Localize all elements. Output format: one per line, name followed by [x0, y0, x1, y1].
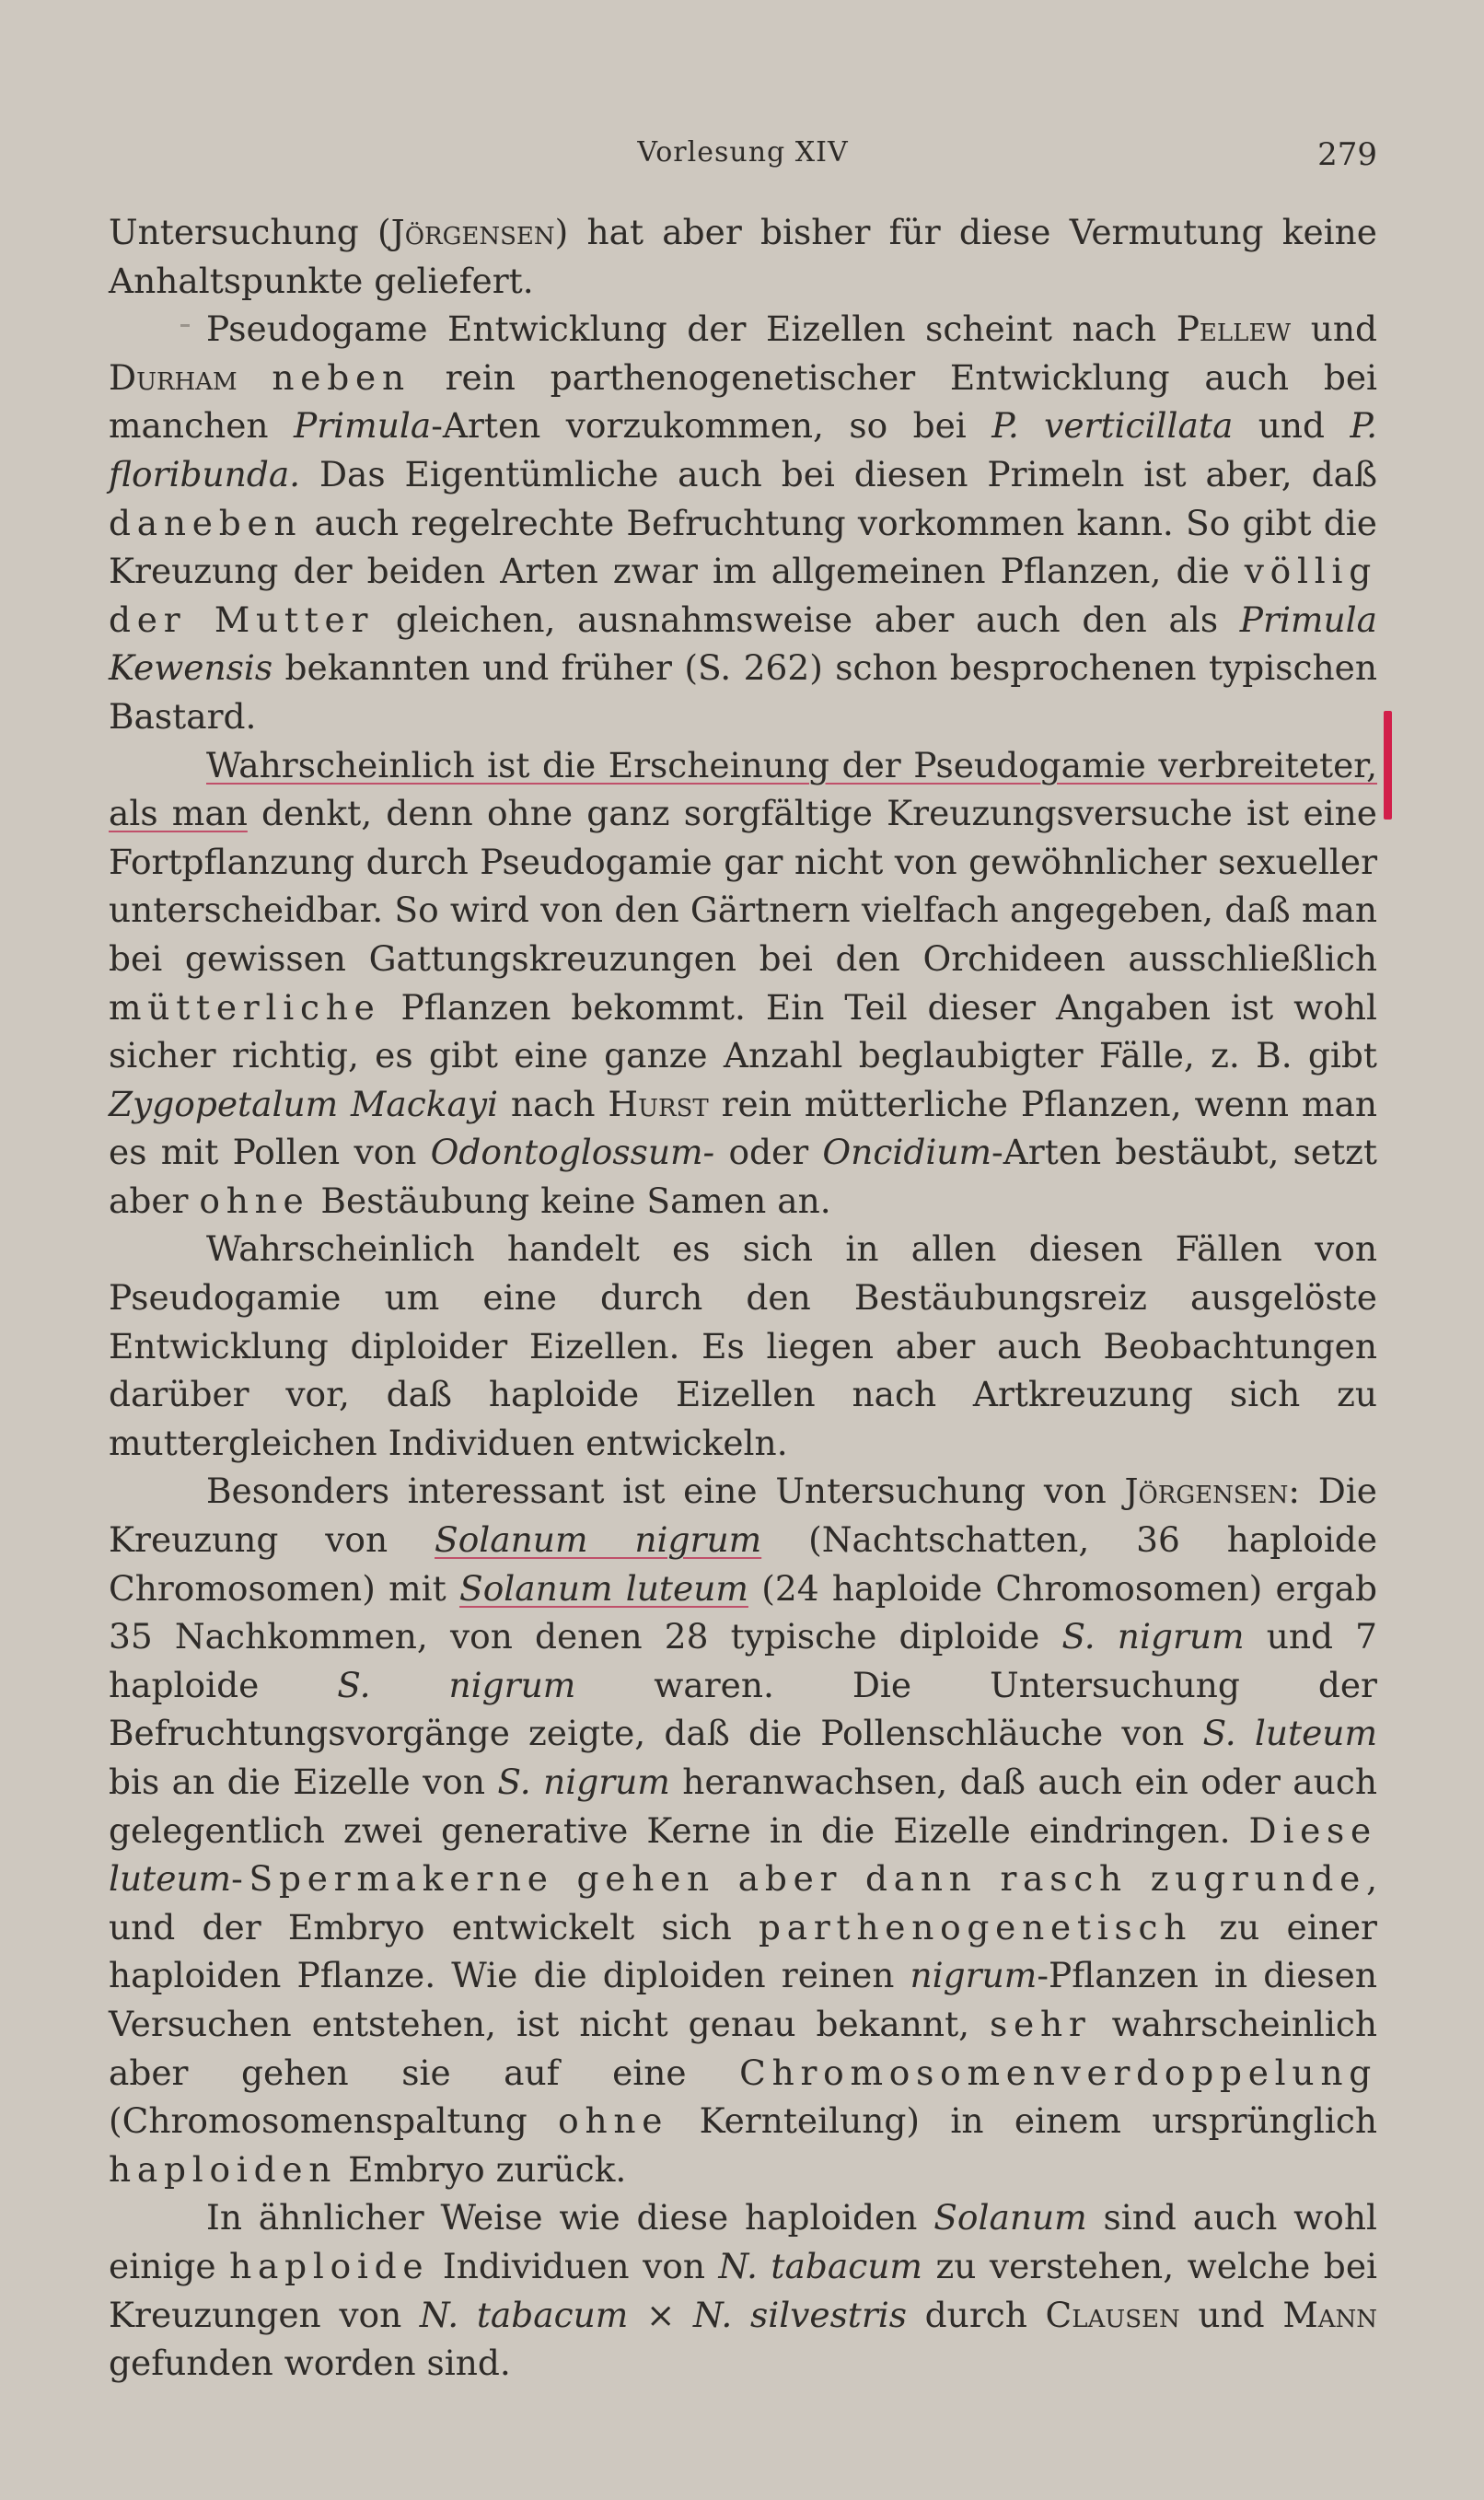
text-segment: ohne [558, 2100, 669, 2142]
text-segment: rein parthenogenetischer Entwicklung auch bei manchen [109, 356, 1378, 447]
text-segment: Primula Kewensis [109, 599, 1377, 689]
text-segment: haploide [229, 2245, 430, 2286]
text-segment: Solanum nigrum [435, 1519, 762, 1561]
text-segment: -Arten vorzukommen, so bei [431, 405, 992, 447]
paragraph [109, 741, 1377, 1226]
text-segment: und [1233, 405, 1351, 447]
text-segment: auch regelrechte Befruchtung vorkommen kann. So gibt die Kreuzung der beiden Arten zwar im allgemeinen Pflanzen, die [109, 502, 1377, 592]
text-segment: mütterliche [109, 986, 381, 1028]
text-segment: wahrscheinlich aber gehen sie auf eine [109, 2003, 1377, 2093]
running-title: Vorlesung XIV [637, 136, 849, 169]
text-segment: Pflanzen bekommt. Ein Teil dieser Angaben ist wohl sicher richtig, es gibt eine ganze Anzahl beglaubigter Fälle, z. B. gibt [109, 986, 1377, 1076]
text-segment: zu verstehen, welche bei Kreuzungen von [109, 2245, 1378, 2335]
text-segment: und [1179, 2294, 1283, 2335]
text-segment: Odontoglossum- [430, 1132, 715, 1173]
text-segment: Clausen [1045, 2294, 1180, 2335]
paragraph [109, 208, 1377, 305]
text-segment: bis an die Eizelle von [109, 1762, 498, 1802]
text-segment: Zygopetalum Mackayi [109, 1083, 499, 1124]
marginal-red-bar [1384, 711, 1392, 820]
text-segment: Solanum [933, 2197, 1087, 2238]
text-segment: denkt, denn ohne ganz sorgfältige Kreuzungsversuche ist eine Fortpflanzung durch Pseudogamie gar nicht von gewöhnlicher sexueller unterscheidbar. So wird von den Gärtnern vielfach angegeben, daß man bei gewissen Gattungskreuzungen bei den Orchideen ausschließlich [109, 793, 1377, 979]
body-text [109, 208, 1377, 2388]
text-segment: Das Eigentümliche auch bei diesen Primeln ist aber, daß [300, 453, 1377, 494]
text-segment: luteum [109, 1858, 232, 1900]
paragraph [109, 305, 1377, 740]
text-segment: ohne [199, 1180, 310, 1221]
text-segment: Pseudogame Entwicklung der Eizellen scheint nach [206, 308, 1177, 350]
text-segment: Durham [109, 356, 238, 398]
text-segment: P. floribunda. [109, 405, 1377, 494]
text-segment: oder [714, 1132, 823, 1173]
text-segment: S. nigrum [1061, 1616, 1245, 1657]
text-segment: -Spermakerne gehen aber dann rasch zugrunde [231, 1858, 1367, 1900]
text-segment: gleichen, ausnahmsweise aber auch den als [374, 599, 1240, 640]
text-segment: Jörgensen [390, 212, 555, 252]
text-segment: haploiden [109, 2148, 338, 2190]
text-segment: Bestäubung keine Samen an. [309, 1180, 831, 1221]
text-segment: S. luteum [1202, 1713, 1378, 1754]
text-segment: Kernteilung) in einem ursprünglich [668, 2100, 1377, 2142]
text-segment: bekannten und früher (S. 262) schon besprochenen typischen Bastard. [109, 647, 1377, 737]
paragraph [109, 2193, 1377, 2387]
text-segment: Primula [293, 405, 432, 447]
text-segment: (Chromosomenspaltung [109, 2100, 559, 2142]
text-segment: Wahrscheinlich handelt es sich in allen diesen Fällen von Pseudogamie um eine durch den Bestäubungsreiz ausgelöste Entwicklung diploider Eizellen. Es liegen aber auch Beobachtungen darüber vor, daß haploide Eizellen nach Artkreuzung sich zu muttergleichen Individuen entwickeln. [109, 1228, 1377, 1463]
paragraph [109, 1225, 1377, 1467]
text-segment: sehr [990, 2003, 1092, 2044]
text-segment: Oncidium [822, 1132, 992, 1173]
text-segment: zu einer haploiden Pflanze. Wie die diploiden reinen [109, 1906, 1377, 1996]
running-head [109, 136, 1377, 177]
text-segment: (24 haploide Chromosomen) ergab 35 Nachkommen, von denen 28 typische diploide [109, 1567, 1377, 1657]
text-segment: (Nachtschatten, 36 haploide Chromosomen) mit [109, 1519, 1378, 1609]
text-segment: Wahrscheinlich ist die Erscheinung der Pseudogamie verbreiteter, als man [109, 744, 1377, 834]
text-segment: S. nigrum [337, 1664, 576, 1705]
text-segment: Diese [1248, 1809, 1377, 1851]
text-segment: Jörgensen [1124, 1471, 1289, 1512]
text-segment: Untersuchung ( [109, 212, 391, 252]
text-segment: durch [907, 2294, 1046, 2335]
text-segment: N. tabacum [419, 2294, 629, 2335]
text-segment: Chromosomenverdoppelung [739, 2052, 1377, 2093]
text-segment: neben [272, 356, 411, 398]
text-segment: völlig der Mutter [109, 551, 1377, 640]
text-segment: Hurst [608, 1083, 709, 1124]
text-segment: sind auch wohl einige [109, 2197, 1377, 2286]
text-segment: P. verticillata [991, 405, 1234, 447]
text-segment: waren. Die Untersuchung der Befruchtungsvorgänge zeigte, daß die Pollenschläuche von [109, 1664, 1377, 1754]
text-segment: parthenogenetisch [759, 1906, 1193, 1948]
text-segment: nigrum [910, 1955, 1038, 1996]
text-segment: gefunden worden sind. [109, 2343, 511, 2384]
text-segment: nach [498, 1083, 609, 1124]
page-number: 279 [1317, 136, 1377, 173]
text-segment: Mann [1282, 2294, 1377, 2335]
text-segment: ) hat aber bisher für diese Vermutung keine Anhaltspunkte geliefert. [109, 212, 1378, 301]
text-segment: Embryo zurück. [337, 2148, 627, 2190]
text-segment: In ähnlicher Weise wie diese haploiden [206, 2197, 934, 2238]
text-segment: Solanum luteum [459, 1567, 748, 1609]
text-segment: rein mütterliche Pflanzen, wenn man es mit Pollen von [109, 1083, 1377, 1173]
text-segment: , und der Embryo entwickelt sich [109, 1858, 1377, 1948]
text-segment: : Die Kreuzung von [109, 1471, 1377, 1561]
text-segment: -Arten bestäubt, setzt aber [109, 1132, 1377, 1221]
text-segment: daneben [109, 502, 303, 543]
paragraph [109, 1467, 1377, 2193]
text-segment [238, 357, 272, 398]
text-segment: heranwachsen, daß auch ein oder auch gelegentlich zwei generative Kerne in die Eizelle eindringen. [109, 1762, 1377, 1851]
text-segment: S. nigrum [497, 1762, 670, 1802]
text-segment: N. silvestris [693, 2294, 908, 2335]
text-segment: Besonders interessant ist eine Untersuchung von [206, 1471, 1125, 1512]
text-segment: Individuen von [429, 2245, 719, 2286]
text-segment: Pellew [1176, 308, 1292, 350]
text-segment: und [1291, 308, 1378, 350]
text-segment: N. tabacum [718, 2245, 922, 2286]
text-segment: × [628, 2294, 693, 2335]
text-segment: -Pflanzen in diesen Versuchen entstehen, ist nicht genau bekannt, [109, 1955, 1377, 2044]
text-segment: und 7 haploide [109, 1616, 1377, 1705]
